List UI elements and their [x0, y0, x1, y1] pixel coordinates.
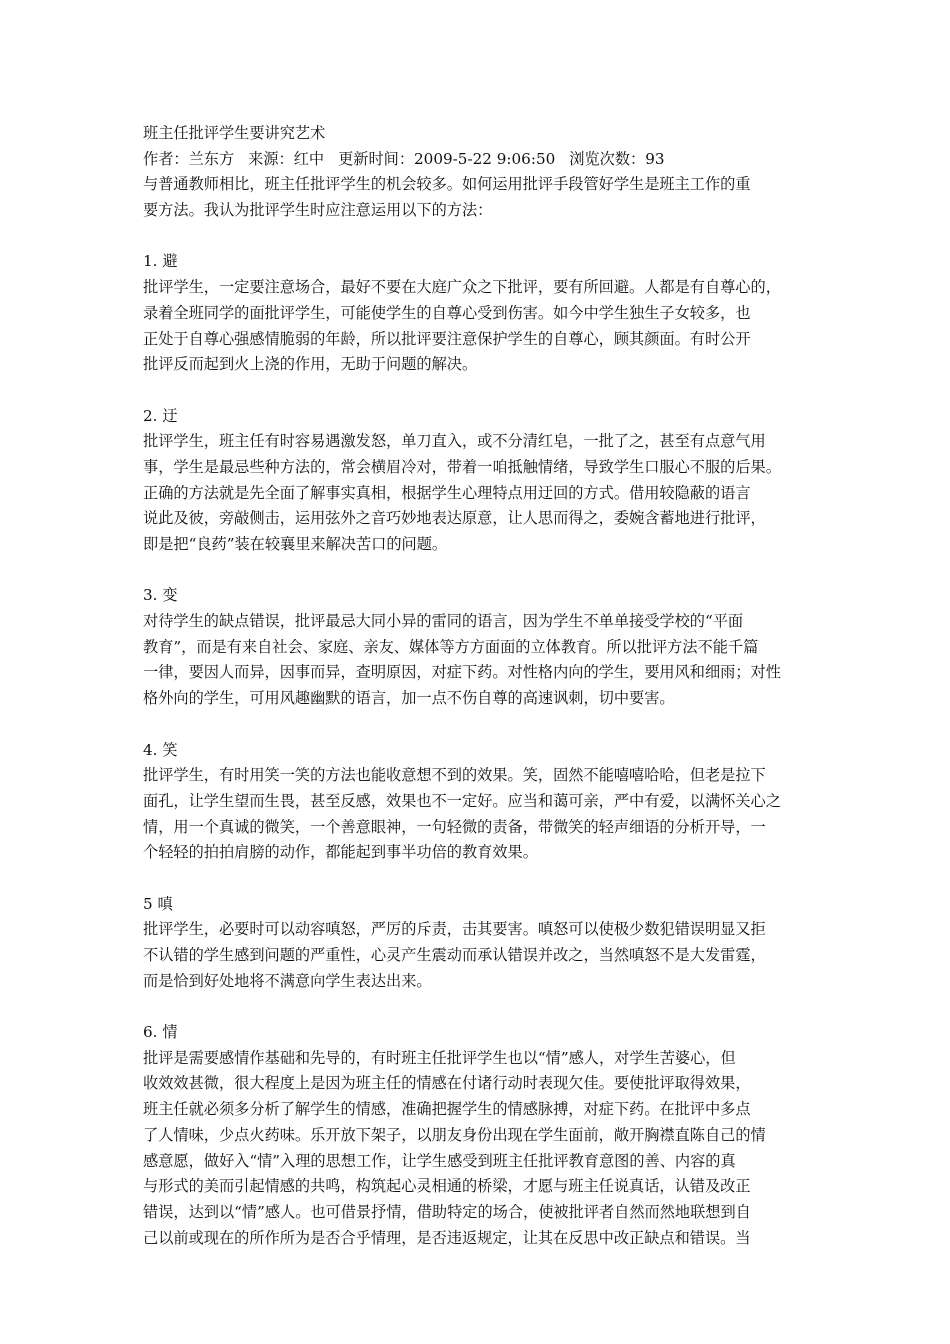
section-body-line: 情，用一个真诚的微笑，一个善意眼神，一句轻微的责备，带微笑的轻声细语的分析开导，一: [143, 817, 766, 836]
section-heading: 4. 笑: [143, 740, 178, 759]
section-body-line: 即是把“良药”装在较襄里来解决苦口的问题。: [143, 535, 448, 553]
paragraph-gap: [143, 866, 815, 892]
section-body-line: 格外向的学生，可用风趣幽默的语言，加一点不伤自尊的高速讽刺，切中要害。: [143, 689, 675, 708]
section-body-line: 录着全班同学的面批评学生，可能使学生的自尊心受到伤害。如今中学生独生子女较多，也: [143, 303, 751, 322]
section-body-line: 感意愿，做好入“情”入理的思想工作，让学生感受到班主任批评教育意图的善、内容的真: [143, 1151, 736, 1170]
section-body-line: 了人情味，少点火药味。乐开放下架子，以朋友身份出现在学生面前，敞开胸襟直陈自己的情: [143, 1125, 766, 1144]
section-body-line: 班主任就必须多分析了解学生的情感，准确把握学生的情感脉搏，对症下药。在批评中多点: [143, 1100, 751, 1119]
intro-line: 与普通教师相比，班主任批评学生的机会较多。如何运用批评手段管好学生是班主工作的重: [143, 175, 751, 194]
meta-author: 作者：兰东方: [143, 149, 235, 168]
section-body-line: 面孔，让学生望而生畏，甚至反感，效果也不一定好。应当和蔼可亲，严中有爱，以满怀关心之: [143, 791, 781, 810]
paragraph-gap: [143, 224, 815, 250]
sections-container: [143, 224, 815, 1252]
section-body-line: 说此及彼，旁敲侧击，运用弦外之音巧妙地表达原意，让人思而得之，委婉含蓄地进行批评，: [143, 509, 766, 528]
section-body-line: 批评学生，班主任有时容易遇激发怒，单刀直入，或不分清红皂，一批了之，甚至有点意气用: [143, 432, 766, 451]
section-body-line: 与形式的美而引起情感的共鸣，构筑起心灵相通的桥梁，才愿与班主任说真话，认错及改正: [143, 1177, 751, 1196]
section-body-line: 事，学生是最忌些种方法的，常会横眉冷对，带着一咱抵触情绪，导致学生口服心不服的后果。: [143, 457, 781, 476]
section-body-line: 而是恰到好处地将不满意向学生表达出来。: [143, 971, 432, 990]
section-body-line: 教育”，而是有来自社会、家庭、亲友、媒体等方方面面的立体教育。所以批评方法不能千篇: [143, 637, 759, 656]
section-body-line: 一律，要因人而异，因事而异，查明原因，对症下药。对性格内向的学生，要用风和细雨；对性: [143, 663, 781, 682]
section-body-line: 批评学生，一定要注意场合，最好不要在大庭广众之下批评，要有所回避。人都是有自尊心的，: [143, 278, 781, 297]
section-heading: 3. 变: [143, 586, 178, 605]
document-page: [143, 121, 815, 1251]
section-heading: 1. 避: [143, 252, 178, 271]
section-body-line: 己以前或现在的所作所为是否合乎情理，是否违返规定，让其在反思中改正缺点和错误。当: [143, 1228, 751, 1247]
section-body-line: 不认错的学生感到问题的严重性，心灵产生震动而承认错误并改之，当然嗔怒不是大发雷霆，: [143, 946, 766, 964]
section-body-line: 正确的方法就是先全面了解事实真相，根据学生心理特点用迂回的方式。借用较隐蔽的语言: [143, 483, 751, 502]
meta-views: 浏览次数：93: [569, 149, 665, 168]
section-body-line: 收效效甚微，很大程度上是因为班主任的情感在付诸行动时表现欠佳。要使批评取得效果，: [143, 1074, 751, 1093]
section-heading: 2. 迂: [143, 406, 178, 425]
paragraph-gap: [143, 994, 815, 1020]
paragraph-gap: [143, 712, 815, 738]
section-heading: 6. 情: [143, 1023, 178, 1042]
document-meta: [143, 147, 815, 173]
section-body-line: 批评反而起到火上浇的作用，无助于问题的解决。: [143, 355, 478, 374]
document-title: 班主任批评学生要讲究艺术: [143, 124, 326, 142]
section-body-line: 个轻轻的拍拍肩膀的动作，都能起到事半功倍的教育效果。: [143, 843, 538, 862]
section-body-line: 批评学生，必要时可以动容嗔怒，严厉的斥责，击其要害。嗔怒可以使极少数犯错误明显又拒: [143, 920, 766, 939]
section-body-line: 批评是需要感情作基础和先导的，有时班主任批评学生也以“情”感人，对学生苦婆心，但: [143, 1048, 736, 1067]
paragraph-gap: [143, 558, 815, 584]
intro-line: 要方法。我认为批评学生时应注意运用以下的方法：: [143, 201, 493, 220]
section-body-line: 正处于自尊心强感情脆弱的年龄，所以批评要注意保护学生的自尊心，顾其颜面。有时公开: [143, 329, 751, 348]
section-body-line: 批评学生，有时用笑一笑的方法也能收意想不到的效果。笑，固然不能嘻嘻哈哈，但老是拉下: [143, 766, 766, 785]
meta-updated: 更新时间：2009-5-22 9:06:50: [338, 149, 556, 168]
section-body-line: 对待学生的缺点错误，批评最忌大同小异的雷同的语言，因为学生不单单接受学校的“平面: [143, 612, 744, 631]
meta-source: 来源：红中: [248, 149, 325, 168]
paragraph-gap: [143, 378, 815, 404]
section-heading: 5 嗔: [143, 894, 173, 913]
section-body-line: 错误，达到以“情”感人。也可借景抒情，借助特定的场合，使被批评者自然而然地联想到自: [143, 1202, 751, 1221]
